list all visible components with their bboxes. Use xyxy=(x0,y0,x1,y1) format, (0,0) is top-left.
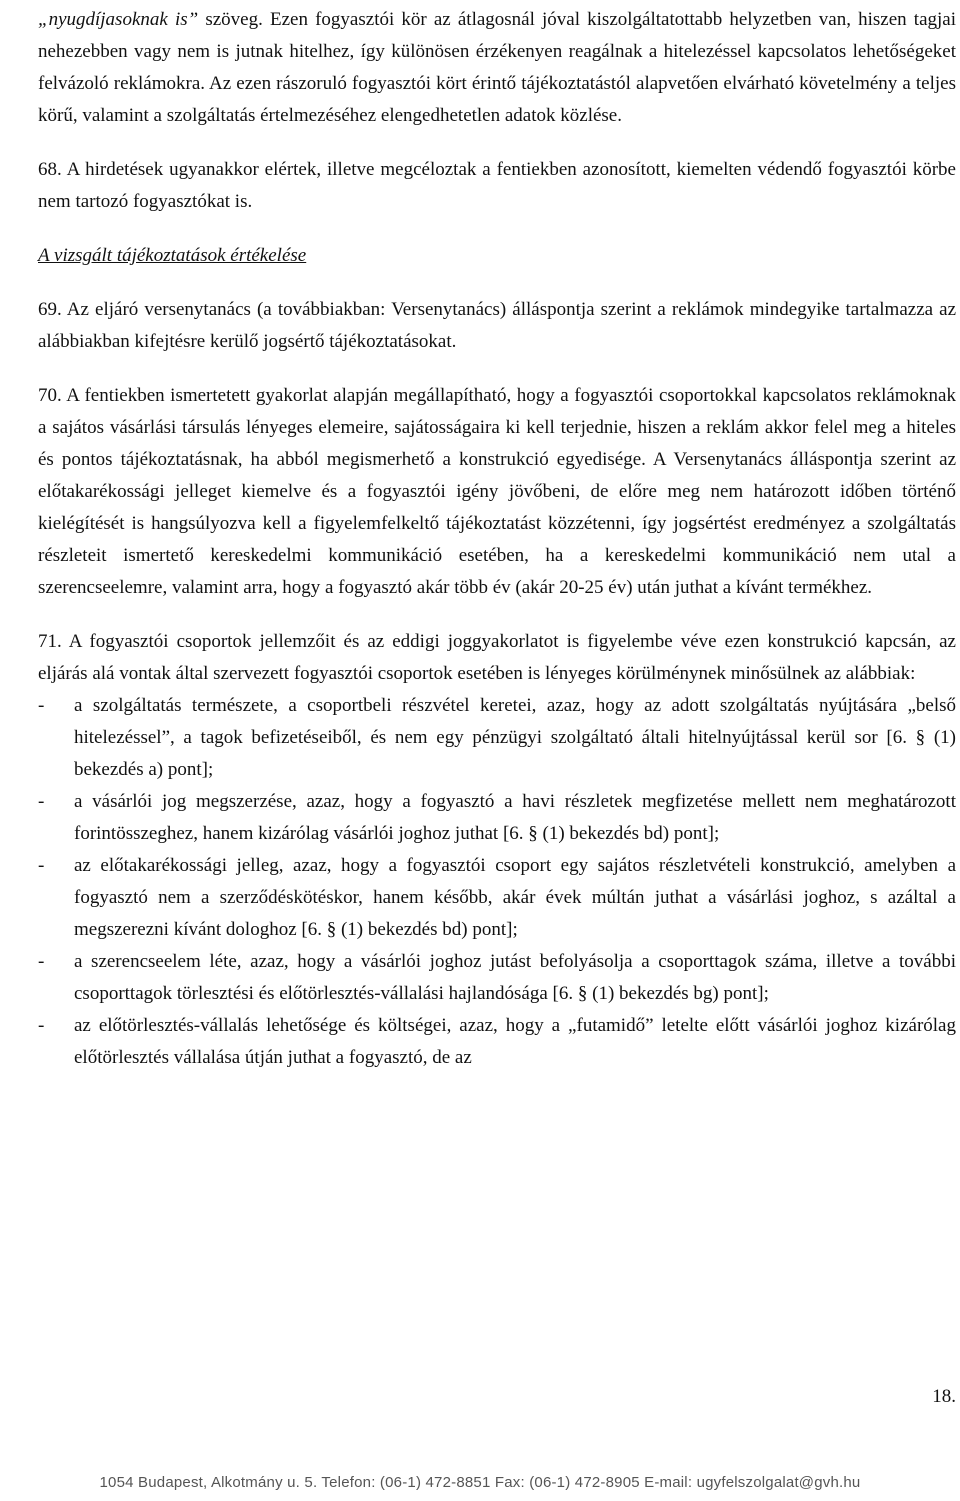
paragraph-text: A hirdetések ugyanakkor elértek, illetve megcéloztak a fentiekben azonosított, kiemelten védendő fogyasztói körbe nem tartozó fogyasztókat is. xyxy=(38,159,956,212)
section-heading: A vizsgált tájékoztatások értékelése xyxy=(38,245,307,266)
paragraph-text: A fentiekben ismertetett gyakorlat alapján megállapítható, hogy a fogyasztói csoportokkal kapcsolatos reklámoknak a sajátos vásárlási társulás lényeges elemeire, sajátosságaira ki kell terjednie, hiszen a reklám akkor felel meg a hiteles és pontos tájékoztatásnak, ha abból megismerhető a konstrukció egyedisége. A Versenytanács álláspontja szerint az előtakarékossági jelleget kiemelve és a fogyasztói igény jövőbeni, de előre meg nem határozott időben történő kielégítését is hangsúlyozva kell a figyelemfelkeltő tájékoztatást közzétenni, így jogsértést eredményez a szolgáltatás részleteit ismertető kereskedelmi kommunikáció esetében, ha a kereskedelmi kommunikáció nem utal a szerencseelemre, valamint arra, hogy a fogyasztó akár több év (akár 20-25 év) után juthat a kívánt termékhez. xyxy=(38,385,956,598)
paragraph-71 xyxy=(38,626,956,690)
paragraph-69 xyxy=(38,294,956,358)
list-item-text: a szerencseelem léte, azaz, hogy a vásárlói joghoz jutást befolyásolja a csoporttagok száma, illetve a további csoporttagok törlesztési és előtörlesztés-vállalási hajlandósága [6. § (1) bekezdés bg) pont]; xyxy=(74,951,956,1004)
paragraph-number: 70. xyxy=(38,385,62,406)
list-item-text: az előtakarékossági jelleg, azaz, hogy a fogyasztói csoport egy sajátos részletvételi konstrukció, amelyben a fogyasztó nem a szerződéskötéskor, hanem később, akár évek múltán juthat a vásárlási joghoz, s azáltal a megszerezni kívánt dologhoz [6. § (1) bekezdés bd) pont]; xyxy=(74,855,956,940)
list-item xyxy=(38,786,956,850)
list-item-text: az előtörlesztés-vállalás lehetősége és költségei, azaz, hogy a „futamidő” letelte előtt vásárlói joghoz kizárólag előtörlesztés vállalása útján juthat a fogyasztó, de az xyxy=(74,1015,956,1068)
paragraph-number: 69. xyxy=(38,299,62,320)
paragraph-number: 71. xyxy=(38,631,62,652)
list-dash: - xyxy=(38,1015,45,1036)
list-dash: - xyxy=(38,951,45,972)
document-body xyxy=(38,4,956,1074)
paragraph-text: A fogyasztói csoportok jellemzőit és az eddigi joggyakorlatot is figyelembe véve ezen konstrukció kapcsán, az eljárás alá vontak által szervezett fogyasztói csoportok esetében is lényeges körülménynek minősülnek az alábbiak: xyxy=(38,631,956,684)
list-item-text: a vásárlói jog megszerzése, azaz, hogy a fogyasztó a havi részletek megfizetése mellett nem meghatározott forintösszeghez, hanem kizárólag vásárlói joghoz juthat [6. § (1) bekezdés bd) pont]; xyxy=(74,791,956,844)
list-item xyxy=(38,690,956,786)
list-dash: - xyxy=(38,695,45,716)
list-item xyxy=(38,946,956,1010)
paragraph-text: Az eljáró versenytanács (a továbbiakban: Versenytanács) álláspontja szerint a reklámok mindegyike tartalmazza az alábbiakban kifejtésre kerülő jogsértő tájékoztatásokat. xyxy=(38,299,956,352)
intro-text: szöveg. Ezen fogyasztói kör az átlagosnál jóval kiszolgáltatottabb helyzetben van, hiszen tagjai nehezebben vagy nem is jutnak hitelhez, így különösen érzékenyen reagálnak a hitelezéssel kapcsolatos lehetőségeket felvázoló reklámokra. Az ezen rászoruló fogyasztói kört érintő tájékoztatástól alapvetően elvárható követelmény a teljes körű, valamint a szolgáltatás értelmezéséhez elengedhetetlen adatok közlése. xyxy=(38,9,956,126)
paragraph-68 xyxy=(38,154,956,218)
intro-paragraph xyxy=(38,4,956,132)
footer-contact: 1054 Budapest, Alkotmány u. 5. Telefon: (06-1) 472-8851 Fax: (06-1) 472-8905 E-mail: ugyfelszolgalat@gvh.hu xyxy=(99,1474,861,1491)
list-dash: - xyxy=(38,791,45,812)
paragraph-number: 68. xyxy=(38,159,62,180)
paragraph-70 xyxy=(38,380,956,604)
list-item-text: a szolgáltatás természete, a csoportbeli részvétel keretei, azaz, hogy az adott szolgáltatás nyújtására „belső hitelezéssel”, a tagok befizetéseiből, és nem egy pénzügyi szolgáltató általi hitelnyújtással kerül sor [6. § (1) bekezdés a) pont]; xyxy=(74,695,956,780)
intro-italic-quote: „nyugdíjasoknak is” xyxy=(38,9,199,30)
page-number: 18. xyxy=(932,1386,956,1407)
list-dash: - xyxy=(38,855,45,876)
list-item xyxy=(38,1010,956,1074)
list-item xyxy=(38,850,956,946)
criteria-list xyxy=(38,690,956,1074)
